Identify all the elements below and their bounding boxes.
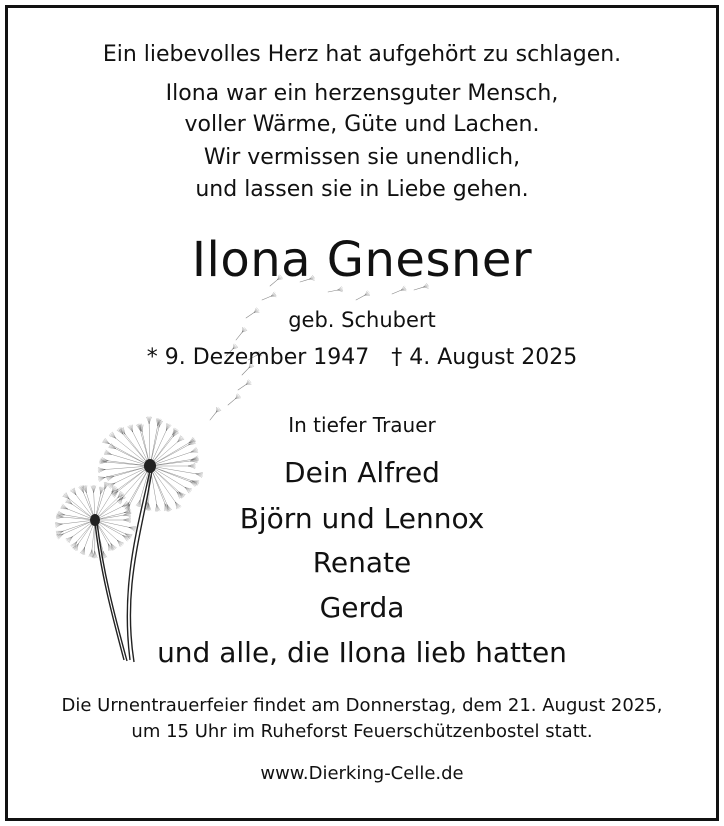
verse-line-1: Ein liebevolles Herz hat aufgehört zu schlagen. bbox=[102, 42, 622, 67]
family-member-1: Dein Alfred bbox=[284, 456, 440, 489]
ceremony-line-2: um 15 Uhr im Ruheforst Feuerschützenbostel statt. bbox=[131, 721, 593, 742]
birth-name: geb. Schubert bbox=[288, 308, 436, 332]
website-link[interactable]: www.Dierking-Celle.de bbox=[260, 763, 464, 784]
family-member-5: und alle, die Ilona lieb hatten bbox=[157, 636, 567, 669]
family-member-2: Björn und Lennox bbox=[239, 502, 485, 535]
death-date: † 4. August 2025 bbox=[391, 345, 578, 370]
verse-line-2: Ilona war ein herzensguter Mensch, bbox=[165, 81, 559, 106]
mourning-intro: In tiefer Trauer bbox=[288, 413, 436, 437]
verse-line-5: und lassen sie in Liebe gehen. bbox=[195, 177, 529, 202]
deceased-name: Ilona Gnesner bbox=[191, 232, 533, 288]
ceremony-line-1: Die Urnentrauerfeier findet am Donnerstag, dem 21. August 2025, bbox=[61, 695, 663, 716]
verse-line-4: Wir vermissen sie unendlich, bbox=[203, 145, 521, 170]
life-dates bbox=[0, 347, 724, 369]
family-member-3: Renate bbox=[312, 546, 412, 579]
verse-line-3: voller Wärme, Güte und Lachen. bbox=[184, 112, 540, 137]
birth-date: * 9. Dezember 1947 bbox=[146, 345, 370, 370]
family-member-4: Gerda bbox=[319, 591, 405, 624]
